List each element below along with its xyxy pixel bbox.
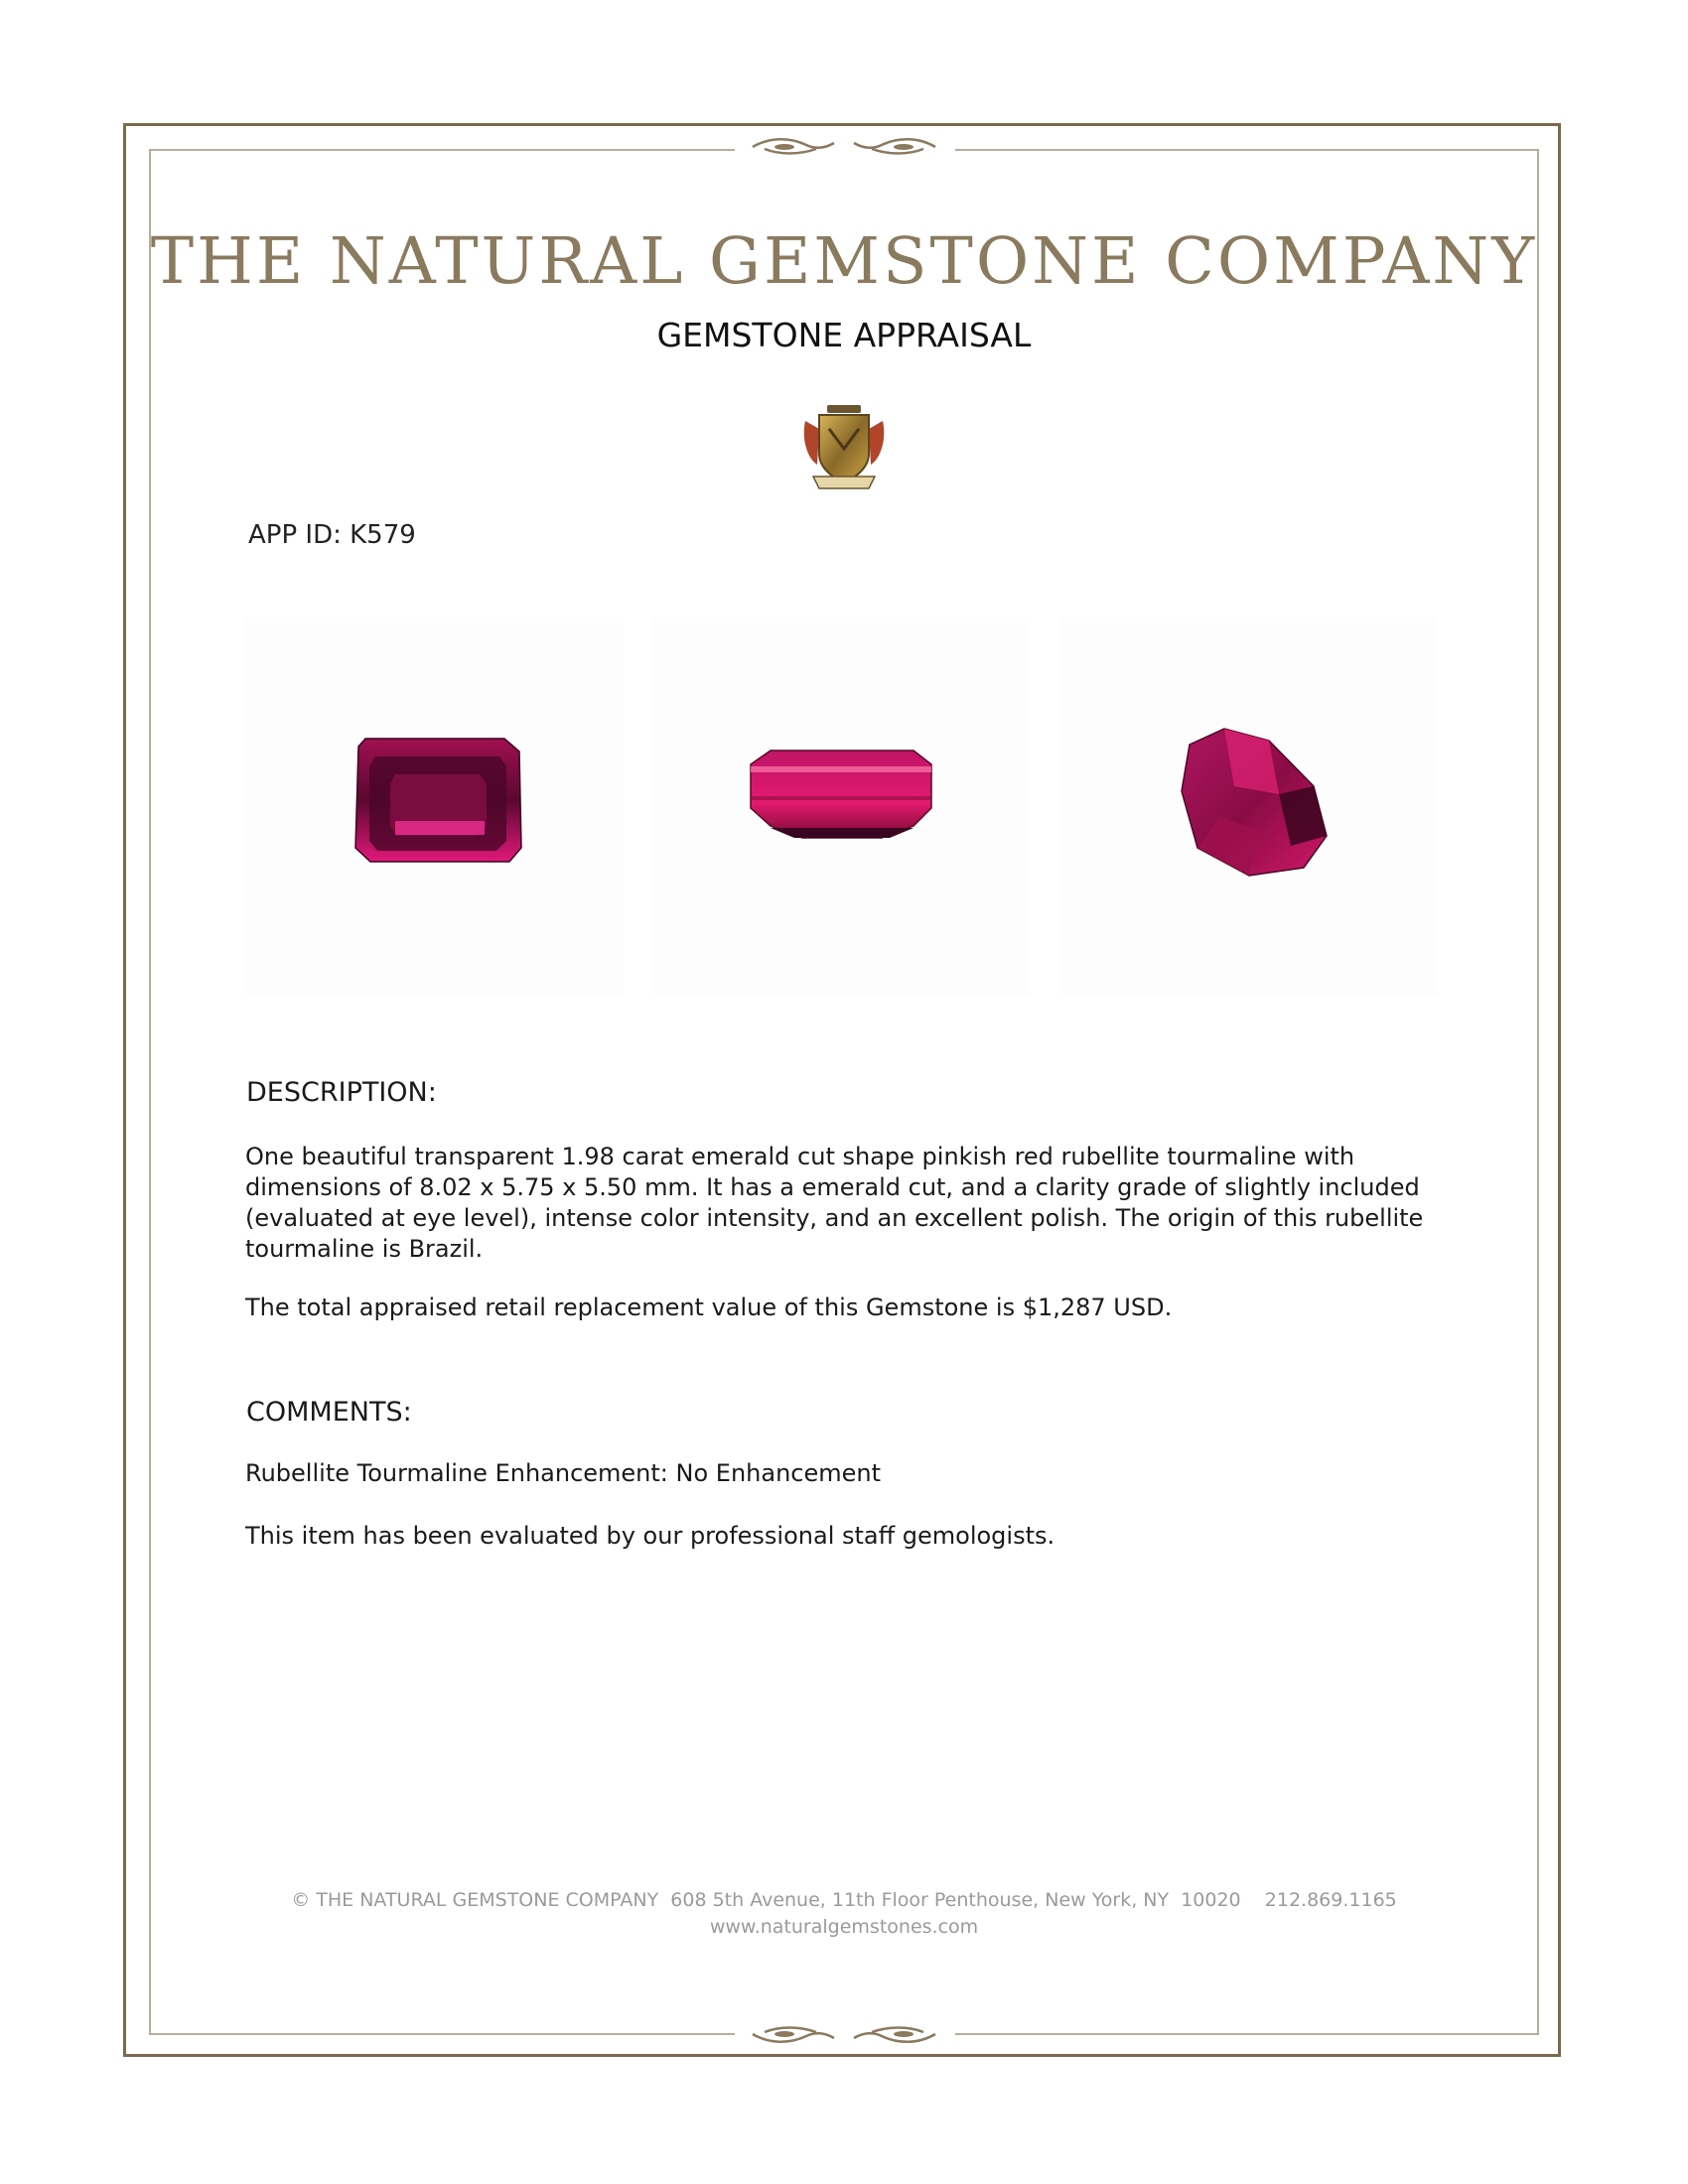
bottom-flourish-ornament bbox=[745, 2022, 943, 2046]
inner-frame-bottom-left bbox=[149, 2033, 735, 2035]
gem-photo-side-view bbox=[653, 617, 1031, 995]
inner-frame-top-left bbox=[149, 149, 735, 151]
gem-photo-top-view bbox=[246, 617, 624, 995]
footer-address: © THE NATURAL GEMSTONE COMPANY 608 5th Avenue, 11th Floor Penthouse, New York, NY 10020 212.869.1165 bbox=[291, 1889, 1397, 1911]
inner-frame-left bbox=[149, 149, 151, 2035]
inner-frame-top-right bbox=[955, 149, 1539, 151]
gem-photo-angled-view bbox=[1060, 617, 1438, 995]
company-name: THE NATURAL GEMSTONE COMPANY bbox=[150, 224, 1538, 299]
app-id-label: APP ID: bbox=[248, 520, 342, 550]
app-id bbox=[248, 520, 416, 550]
comments-heading: COMMENTS: bbox=[246, 1397, 412, 1428]
top-flourish-ornament bbox=[745, 135, 943, 159]
description-heading: DESCRIPTION: bbox=[246, 1077, 437, 1108]
app-id-value: K579 bbox=[350, 520, 416, 550]
evaluation-note: This item has been evaluated by our professional staff gemologists. bbox=[245, 1522, 1055, 1550]
footer-website: www.naturalgemstones.com bbox=[709, 1916, 979, 1938]
company-crest-logo bbox=[799, 399, 889, 493]
description-body: One beautiful transparent 1.98 carat emerald cut shape pinkish red rubellite tourmaline with dimensions of 8.02 x 5.75 x 5.50 mm. It has a emerald cut, and a clarity grade of slightly included (evaluated at eye level), intense color intensity, and an excellent polish. The origin of this rubellite tourmaline is Brazil. bbox=[245, 1143, 1424, 1263]
inner-frame-right bbox=[1537, 149, 1539, 2035]
enhancement-note: Rubellite Tourmaline Enhancement: No Enhancement bbox=[245, 1459, 882, 1487]
inner-frame-bottom-right bbox=[955, 2033, 1539, 2035]
document-title: GEMSTONE APPRAISAL bbox=[656, 316, 1032, 354]
appraised-value-statement: The total appraised retail replacement value of this Gemstone is $1,287 USD. bbox=[245, 1294, 1173, 1321]
